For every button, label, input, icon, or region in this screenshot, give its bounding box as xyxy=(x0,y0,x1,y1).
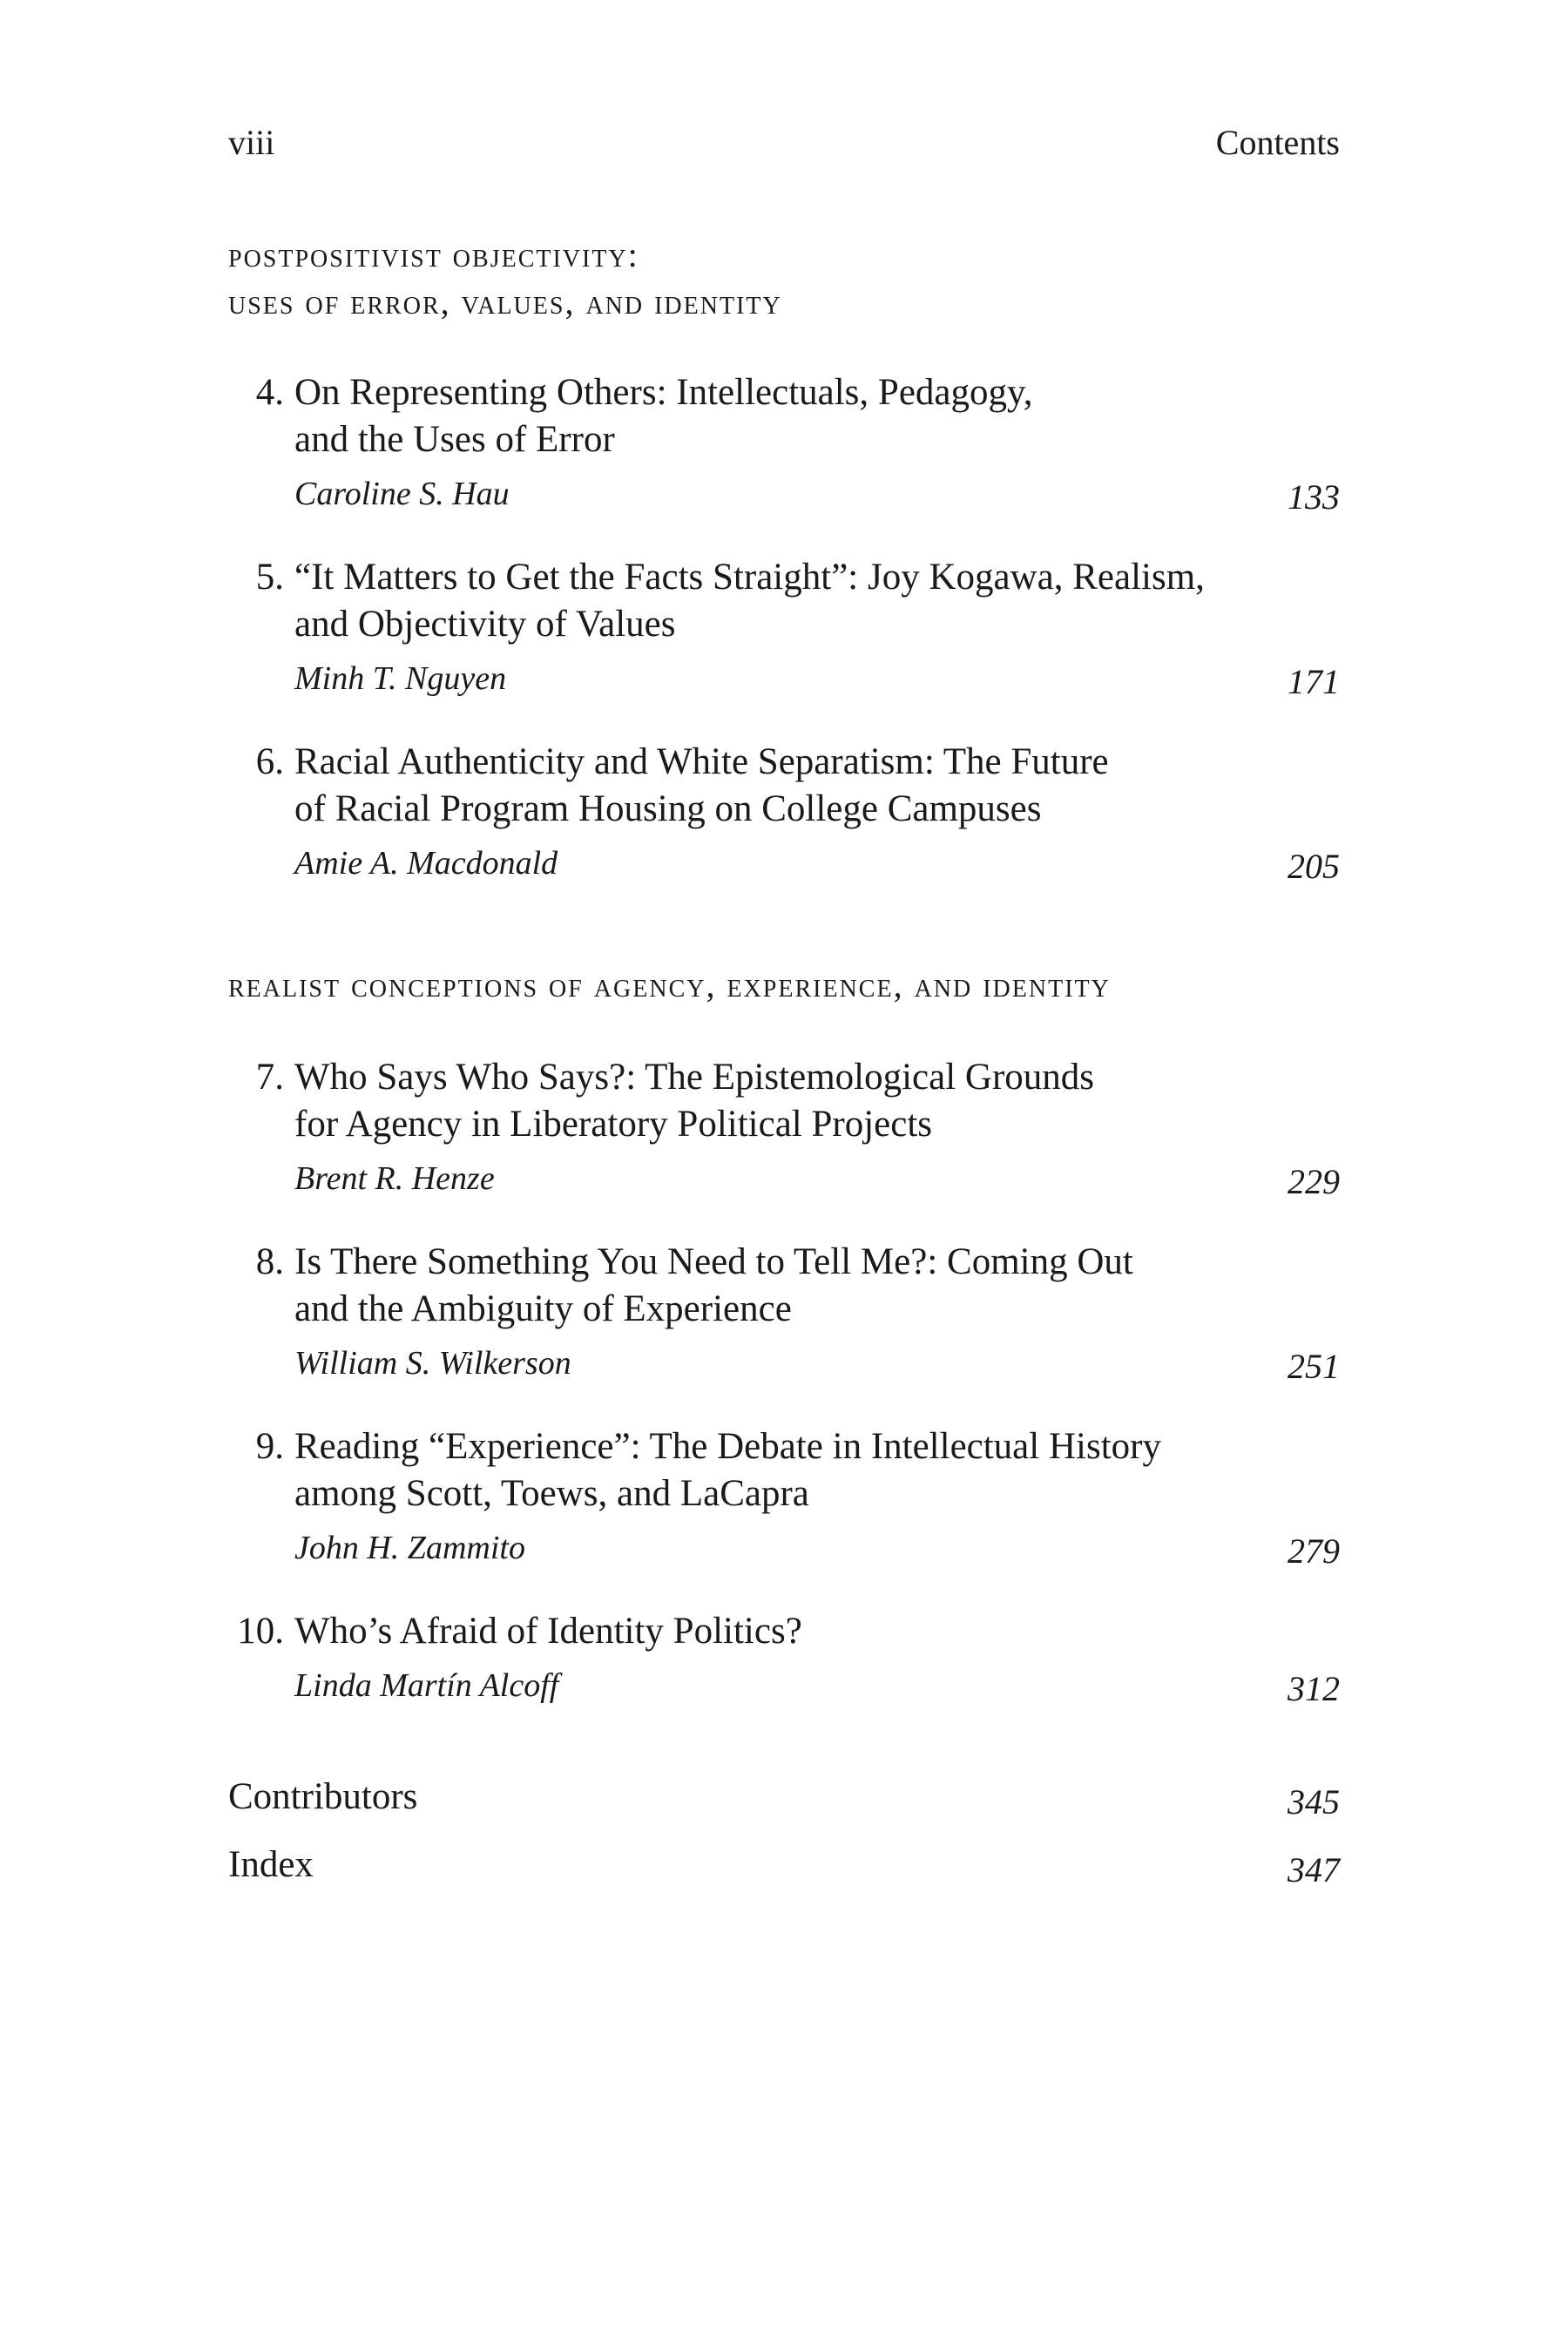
chapter-page-number: 279 xyxy=(1288,1531,1340,1571)
chapter-title-line: “It Matters to Get the Facts Straight”: Joy Kogawa, Realism, xyxy=(294,557,1205,598)
chapter-number: 7. xyxy=(255,1057,284,1098)
chapter-title xyxy=(294,1054,1296,1148)
chapter-page-number: 251 xyxy=(1288,1347,1340,1386)
chapter-author: Minh T. Nguyen xyxy=(294,660,507,697)
chapter-title-line: of Racial Program Housing on College Campuses xyxy=(294,788,1042,829)
chapter-title-line: for Agency in Liberatory Political Projects xyxy=(294,1104,933,1145)
chapter-number: 10. xyxy=(237,1611,284,1652)
chapter-title xyxy=(294,1239,1296,1333)
chapter-page-number: 229 xyxy=(1288,1162,1340,1201)
chapter-title-line: and the Uses of Error xyxy=(294,419,615,460)
chapter-author: Brent R. Henze xyxy=(294,1160,495,1197)
section-heading-line: uses of error, values, and identity xyxy=(228,282,782,321)
contents-page xyxy=(228,0,1340,2352)
chapter-title-line: Who’s Afraid of Identity Politics? xyxy=(294,1611,802,1652)
chapter-number: 4. xyxy=(255,372,284,413)
chapter-title xyxy=(294,1608,1296,1655)
chapter-author: Amie A. Macdonald xyxy=(294,845,558,882)
section-heading-line: realist conceptions of agency, experience, and identity xyxy=(228,965,1111,1004)
toc-entry-index[interactable] xyxy=(228,1842,1340,1894)
chapter-title-line: and the Ambiguity of Experience xyxy=(294,1288,792,1329)
chapter-title-line: Who Says Who Says?: The Epistemological Grounds xyxy=(294,1057,1095,1098)
chapter-author: John H. Zammito xyxy=(294,1530,525,1566)
chapter-number: 5. xyxy=(255,557,284,598)
chapter-title-line: Is There Something You Need to Tell Me?: Coming Out xyxy=(294,1241,1133,1282)
running-head-title: Contents xyxy=(1215,123,1340,162)
chapter-page-number: 133 xyxy=(1288,477,1340,517)
chapter-number: 9. xyxy=(255,1426,284,1467)
toc-entry-contributors[interactable] xyxy=(228,1774,1340,1826)
backmatter-page-number: 345 xyxy=(1288,1782,1340,1821)
chapter-page-number: 171 xyxy=(1288,662,1340,701)
chapter-author: William S. Wilkerson xyxy=(294,1345,571,1382)
chapter-page-number: 312 xyxy=(1288,1669,1340,1708)
chapter-title xyxy=(294,739,1296,833)
backmatter-label: Index xyxy=(228,1844,314,1885)
chapter-number: 8. xyxy=(255,1241,284,1282)
chapter-title xyxy=(294,369,1296,463)
chapter-page-number: 205 xyxy=(1288,847,1340,886)
section-heading-realist xyxy=(228,962,1111,1009)
chapter-author: Linda Martín Alcoff xyxy=(294,1667,559,1704)
page-folio: viii xyxy=(228,123,275,162)
chapter-title-line: among Scott, Toews, and LaCapra xyxy=(294,1473,809,1514)
chapter-title-line: Racial Authenticity and White Separatism: The Future xyxy=(294,741,1109,782)
backmatter-label: Contributors xyxy=(228,1776,418,1817)
chapter-title xyxy=(294,554,1296,648)
running-head xyxy=(228,122,1340,174)
chapter-title xyxy=(294,1423,1296,1517)
chapter-title-line: On Representing Others: Intellectuals, Pedagogy, xyxy=(294,372,1033,413)
backmatter-page-number: 347 xyxy=(1288,1850,1340,1889)
chapter-author: Caroline S. Hau xyxy=(294,476,510,512)
chapter-number: 6. xyxy=(255,741,284,782)
section-heading-line: postpositivist objectivity: xyxy=(228,235,639,274)
chapter-title-line: Reading “Experience”: The Debate in Intellectual History xyxy=(294,1426,1161,1467)
chapter-title-line: and Objectivity of Values xyxy=(294,604,676,645)
section-heading-postpositivist xyxy=(228,232,782,326)
